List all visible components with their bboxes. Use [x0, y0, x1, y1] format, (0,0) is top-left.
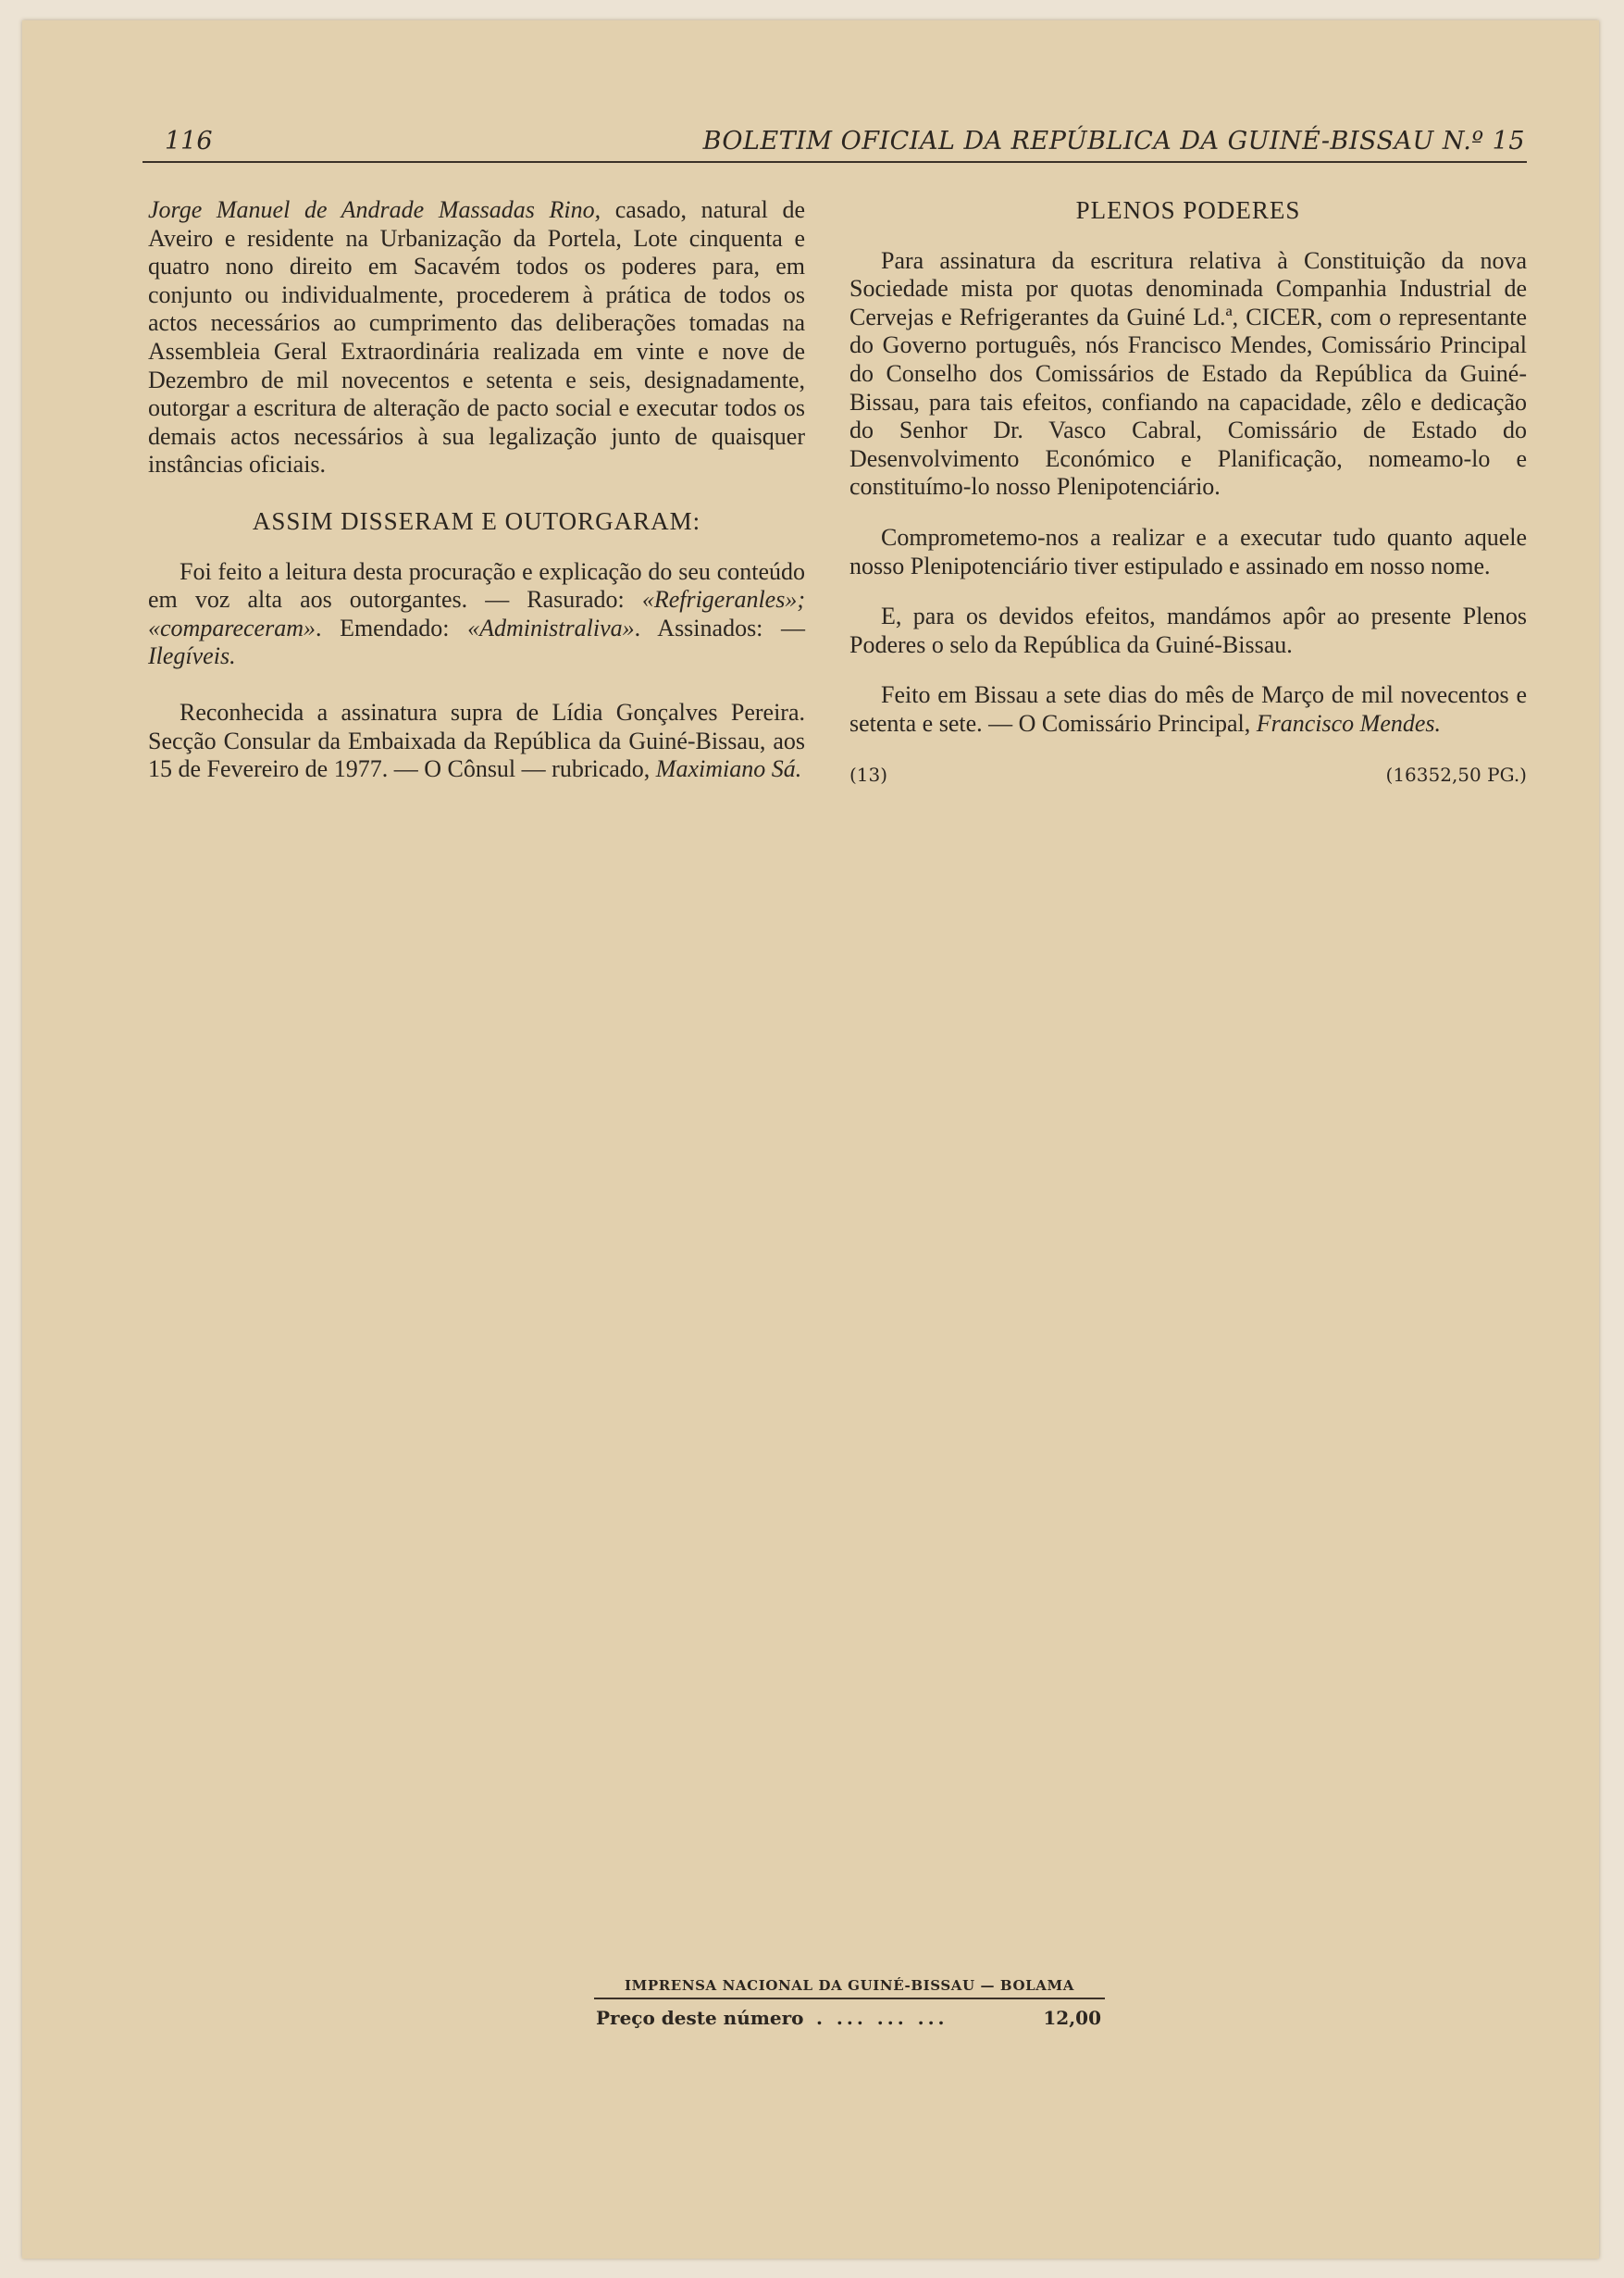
printer-imprint: IMPRENSA NACIONAL DA GUINÉ-BISSAU — BOLAMA: [594, 1977, 1105, 1999]
plenos-poderes-paragraph-3: E, para os devidos efeitos, mandámos apôr ao presente Plenos Poderes o selo da República da Guiné-Bissau.: [849, 603, 1527, 658]
page-header: [143, 106, 1527, 163]
price-line: [594, 2007, 1105, 2035]
consular-recognition-paragraph: [148, 699, 805, 784]
reading-text: Foi feito a leitura desta procuração e explicação do seu conteúdo em voz alta aos outorgantes. — Rasurado:: [148, 557, 805, 614]
power-of-attorney-text: casado, natural de Aveiro e residente na Urbanização da Portela, Lote cinquenta e quatro nono direito em Sacavém todos os poderes para, em conjunto ou individualmente, procederem à prática de todos os actos necessários ao cumprimento das deliberações tomadas na Assembleia Geral Extraordinária realizada em vinte e nove de Dezembro de mil novecentos e setenta e seis, designadamente, outorgar a escritura de alteração de pacto social e executar todos os demais actos necessários à sua legalização junto de quaisquer instâncias oficiais.: [148, 196, 806, 479]
plenos-poderes-paragraph-4: [849, 681, 1527, 738]
reference-payment: (16352,50 PG.): [1385, 763, 1527, 786]
consular-text: Reconhecida a assinatura supra de Lídia Gonçalves Pereira. Secção Consular da Embaixada da República da Guiné-Bissau, aos 15 de Fevereiro de 1977. — O Cônsul — rubricado,: [148, 698, 805, 783]
running-title: BOLETIM OFICIAL DA REPÚBLICA DA GUINÉ-BISSAU N.º 15: [702, 127, 1525, 156]
page-number: 116: [165, 127, 213, 156]
consul-signature: Maximiano Sá.: [655, 755, 802, 783]
commissioner-signature: Francisco Mendes.: [1256, 709, 1442, 737]
reference-line: [849, 761, 1527, 790]
price-value: 12,00: [1043, 2007, 1101, 2029]
document-page: [22, 20, 1599, 2259]
price-leader-dots: . ... ... ...: [816, 2007, 948, 2029]
plenos-poderes-paragraph-1: Para assinatura da escritura relativa à Constituição da nova Sociedade mista por quotas denominada Companhia Industrial de Cervejas e Refrigerantes da Guiné Ld.ª, CICER, com o representante do Governo português, nós Francisco Mendes, Comissário Principal do Conselho dos Comissários de Estado da República da Guiné-Bissau, para tais efeitos, confiando na capacidade, zêlo e dedicação do Senhor Dr. Vasco Cabral, Comissário de Estado do Desenvolvimento Económico e Planificação, nomeamo-lo e constituímo-lo nosso Plenipotenciário.: [849, 246, 1527, 501]
emendado-label: . Emendado:: [315, 614, 468, 641]
page-footer: [594, 1977, 1105, 2035]
section-heading-plenos-poderes: PLENOS PODERES: [1075, 196, 1301, 224]
assinados-value: Ilegíveis.: [148, 642, 236, 670]
plenos-poderes-paragraph-2: Comprometemo-nos a realizar e a executar tudo quanto aquele nosso Plenipotenciário tiver estipulado e assinado em nosso nome.: [849, 523, 1527, 579]
reference-number: (13): [849, 763, 888, 786]
emendado-term: «Administraliva»: [467, 614, 635, 641]
grantee-name: Jorge Manuel de Andrade Massadas Rino,: [148, 196, 601, 223]
price-label: Preço deste número: [596, 2007, 804, 2029]
assinados-label: . Assinados: —: [634, 614, 805, 641]
right-column: [849, 196, 1527, 790]
signing-text: Feito em Bissau a sete dias do mês de Março de mil novecentos e setenta e sete. — O Comissário Principal,: [849, 681, 1527, 737]
reading-paragraph: [148, 558, 805, 671]
rasurado-terms: «Refrigeranles»; «compareceram»: [148, 586, 805, 641]
power-of-attorney-paragraph: [148, 196, 805, 479]
section-heading-outorgaram: ASSIM DISSERAM E OUTORGARAM:: [252, 506, 701, 535]
left-column: [148, 196, 805, 784]
